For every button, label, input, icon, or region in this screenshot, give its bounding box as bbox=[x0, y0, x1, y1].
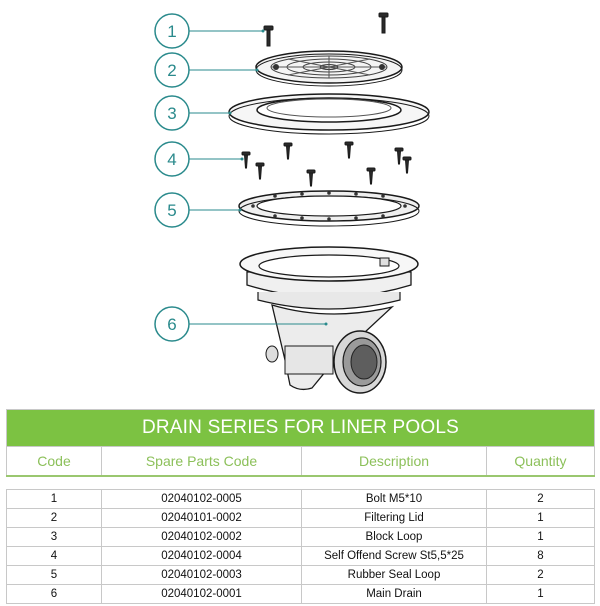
table-row bbox=[7, 528, 595, 547]
row-description: Filtering Lid bbox=[302, 509, 487, 528]
callout-1 bbox=[155, 14, 263, 48]
block-loop-part bbox=[229, 94, 429, 134]
table-spacer-row bbox=[7, 476, 595, 490]
row-spare-code: 02040101-0002 bbox=[102, 509, 302, 528]
row-description: Bolt M5*10 bbox=[302, 490, 487, 509]
svg-text:3: 3 bbox=[167, 104, 177, 123]
row-quantity: 2 bbox=[487, 490, 595, 509]
row-description: Main Drain bbox=[302, 585, 487, 604]
row-quantity: 2 bbox=[487, 566, 595, 585]
callout-4 bbox=[155, 142, 242, 176]
row-code: 1 bbox=[7, 490, 102, 509]
row-code: 3 bbox=[7, 528, 102, 547]
row-spare-code: 02040102-0004 bbox=[102, 547, 302, 566]
table-row bbox=[7, 490, 595, 509]
svg-text:6: 6 bbox=[167, 315, 177, 334]
row-description: Self Offend Screw St5,5*25 bbox=[302, 547, 487, 566]
row-quantity: 8 bbox=[487, 547, 595, 566]
row-spare-code: 02040102-0005 bbox=[102, 490, 302, 509]
svg-text:2: 2 bbox=[167, 61, 177, 80]
rubber-seal-loop-part bbox=[239, 191, 419, 226]
header-description: Description bbox=[302, 447, 487, 477]
row-code: 5 bbox=[7, 566, 102, 585]
svg-text:1: 1 bbox=[167, 22, 177, 41]
parts-table bbox=[6, 409, 595, 604]
table-row bbox=[7, 547, 595, 566]
bolt-part bbox=[264, 13, 388, 46]
callout-2 bbox=[155, 53, 257, 87]
row-spare-code: 02040102-0003 bbox=[102, 566, 302, 585]
filtering-lid-part bbox=[256, 51, 402, 86]
table-row bbox=[7, 585, 595, 604]
main-drain-part bbox=[240, 247, 418, 393]
table-header-row bbox=[7, 447, 595, 477]
row-quantity: 1 bbox=[487, 528, 595, 547]
row-description: Block Loop bbox=[302, 528, 487, 547]
row-quantity: 1 bbox=[487, 585, 595, 604]
screw-part bbox=[242, 142, 411, 186]
callout-5 bbox=[155, 193, 240, 227]
row-code: 2 bbox=[7, 509, 102, 528]
row-description: Rubber Seal Loop bbox=[302, 566, 487, 585]
callout-3 bbox=[155, 96, 230, 130]
row-code: 4 bbox=[7, 547, 102, 566]
header-quantity: Quantity bbox=[487, 447, 595, 477]
row-spare-code: 02040102-0001 bbox=[102, 585, 302, 604]
table-title: DRAIN SERIES FOR LINER POOLS bbox=[7, 410, 595, 447]
row-spare-code: 02040102-0002 bbox=[102, 528, 302, 547]
header-spare-parts-code: Spare Parts Code bbox=[102, 447, 302, 477]
table-row bbox=[7, 509, 595, 528]
table-title-row bbox=[7, 410, 595, 447]
row-code: 6 bbox=[7, 585, 102, 604]
svg-text:4: 4 bbox=[167, 150, 177, 169]
svg-text:5: 5 bbox=[167, 201, 177, 220]
table-row bbox=[7, 566, 595, 585]
row-quantity: 1 bbox=[487, 509, 595, 528]
header-code: Code bbox=[7, 447, 102, 477]
